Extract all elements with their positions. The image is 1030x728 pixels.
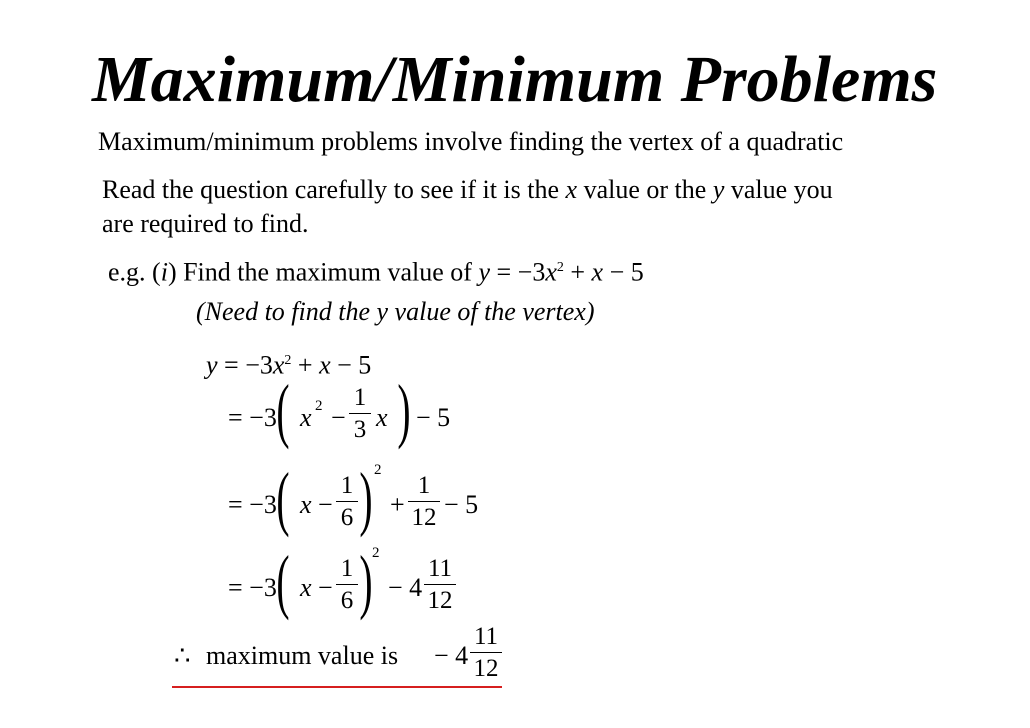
s2-close-paren: ) [397,370,411,450]
example-text: ) Find the maximum value of [167,257,479,287]
s4-lead: = −3 [228,573,277,602]
conclusion-text: maximum value is [206,641,399,670]
s3-den: 6 [340,504,354,531]
s4-den: 6 [340,587,354,614]
instruction-part: value you [724,175,833,204]
s3-open-paren: ( [276,458,290,538]
instruction-part: value or the [577,175,713,204]
instruction-line-1 [102,174,833,206]
s3-fraction-2 [408,472,440,532]
s3-bar [336,501,358,502]
vertex-note: (Need to find the y value of the vertex) [196,297,595,326]
conclusion-fraction [470,623,502,683]
example-minus5: − 5 [603,257,644,287]
example-x: x [545,257,557,287]
s4-num2: 11 [427,555,453,582]
s2-tail: − 5 [416,403,451,432]
example-y: y [478,257,490,287]
s2-x: x [300,403,312,432]
s4-fraction-2 [424,555,456,615]
s2-fraction [349,384,371,444]
s3-lead: = −3 [228,490,277,519]
s2-open-paren: ( [276,370,290,450]
s2-x2: x [376,403,388,432]
instruction-y: y [712,175,725,204]
s3-fraction [336,472,358,532]
s1-exp: 2 [284,353,292,368]
example-eg: e.g. ( [108,257,161,287]
s3-num: 1 [340,472,354,499]
example-eq: = −3 [490,257,546,287]
conclusion-whole: − 4 [434,641,469,670]
s1-x: x [272,350,285,380]
s3-minus: − [318,490,333,519]
s4-exp: 2 [372,545,380,561]
s3-den2: 12 [411,504,437,531]
intro-text: Maximum/minimum problems involve finding the vertex of a quadratic [98,127,844,156]
s1-plus: + [291,350,320,380]
s4-fraction [336,555,358,615]
conclusion-bar [470,652,502,653]
s2-den: 3 [353,416,367,443]
s4-bar [336,584,358,585]
example-plus: + [563,257,592,287]
conclusion-den: 12 [473,655,499,682]
example-x2: x [591,257,604,287]
s4-x: x [300,573,312,602]
s3-plus: + [390,490,405,519]
s4-bar2 [424,584,456,585]
s1-x2: x [319,350,331,380]
example-exp: 2 [556,260,564,275]
page-title: Maximum/Minimum Problems [92,43,938,116]
s3-x: x [300,490,312,519]
s4-minus: − [318,573,333,602]
s1-y: y [206,350,218,380]
s4-tail: − 4 [388,573,423,602]
answer-underline [172,686,502,688]
instruction-x: x [565,175,578,204]
s1-minus5: − 5 [330,350,372,380]
conclusion-num: 11 [473,623,499,650]
s4-open-paren: ( [276,541,290,621]
s1-eq: = −3 [217,350,273,380]
s4-close-paren: ) [359,541,373,621]
s2-lead: = −3 [228,403,277,432]
s2-bar [349,413,371,414]
example-line [108,252,644,289]
s2-minus: − [331,403,346,432]
instruction-line-2: are required to find. [102,209,309,238]
therefore-symbol: ∴ [174,641,191,670]
s4-den2: 12 [427,587,453,614]
s3-close-paren: ) [359,458,373,538]
s4-num: 1 [340,555,354,582]
s2-exp: 2 [315,398,323,414]
s3-num2: 1 [417,472,431,499]
example-i: i [160,257,168,287]
s3-tail: − 5 [444,490,479,519]
s3-exp: 2 [374,462,382,478]
s2-num: 1 [353,384,367,411]
s3-bar2 [408,501,440,502]
instruction-part: Read the question carefully to see if it is the [102,175,566,204]
